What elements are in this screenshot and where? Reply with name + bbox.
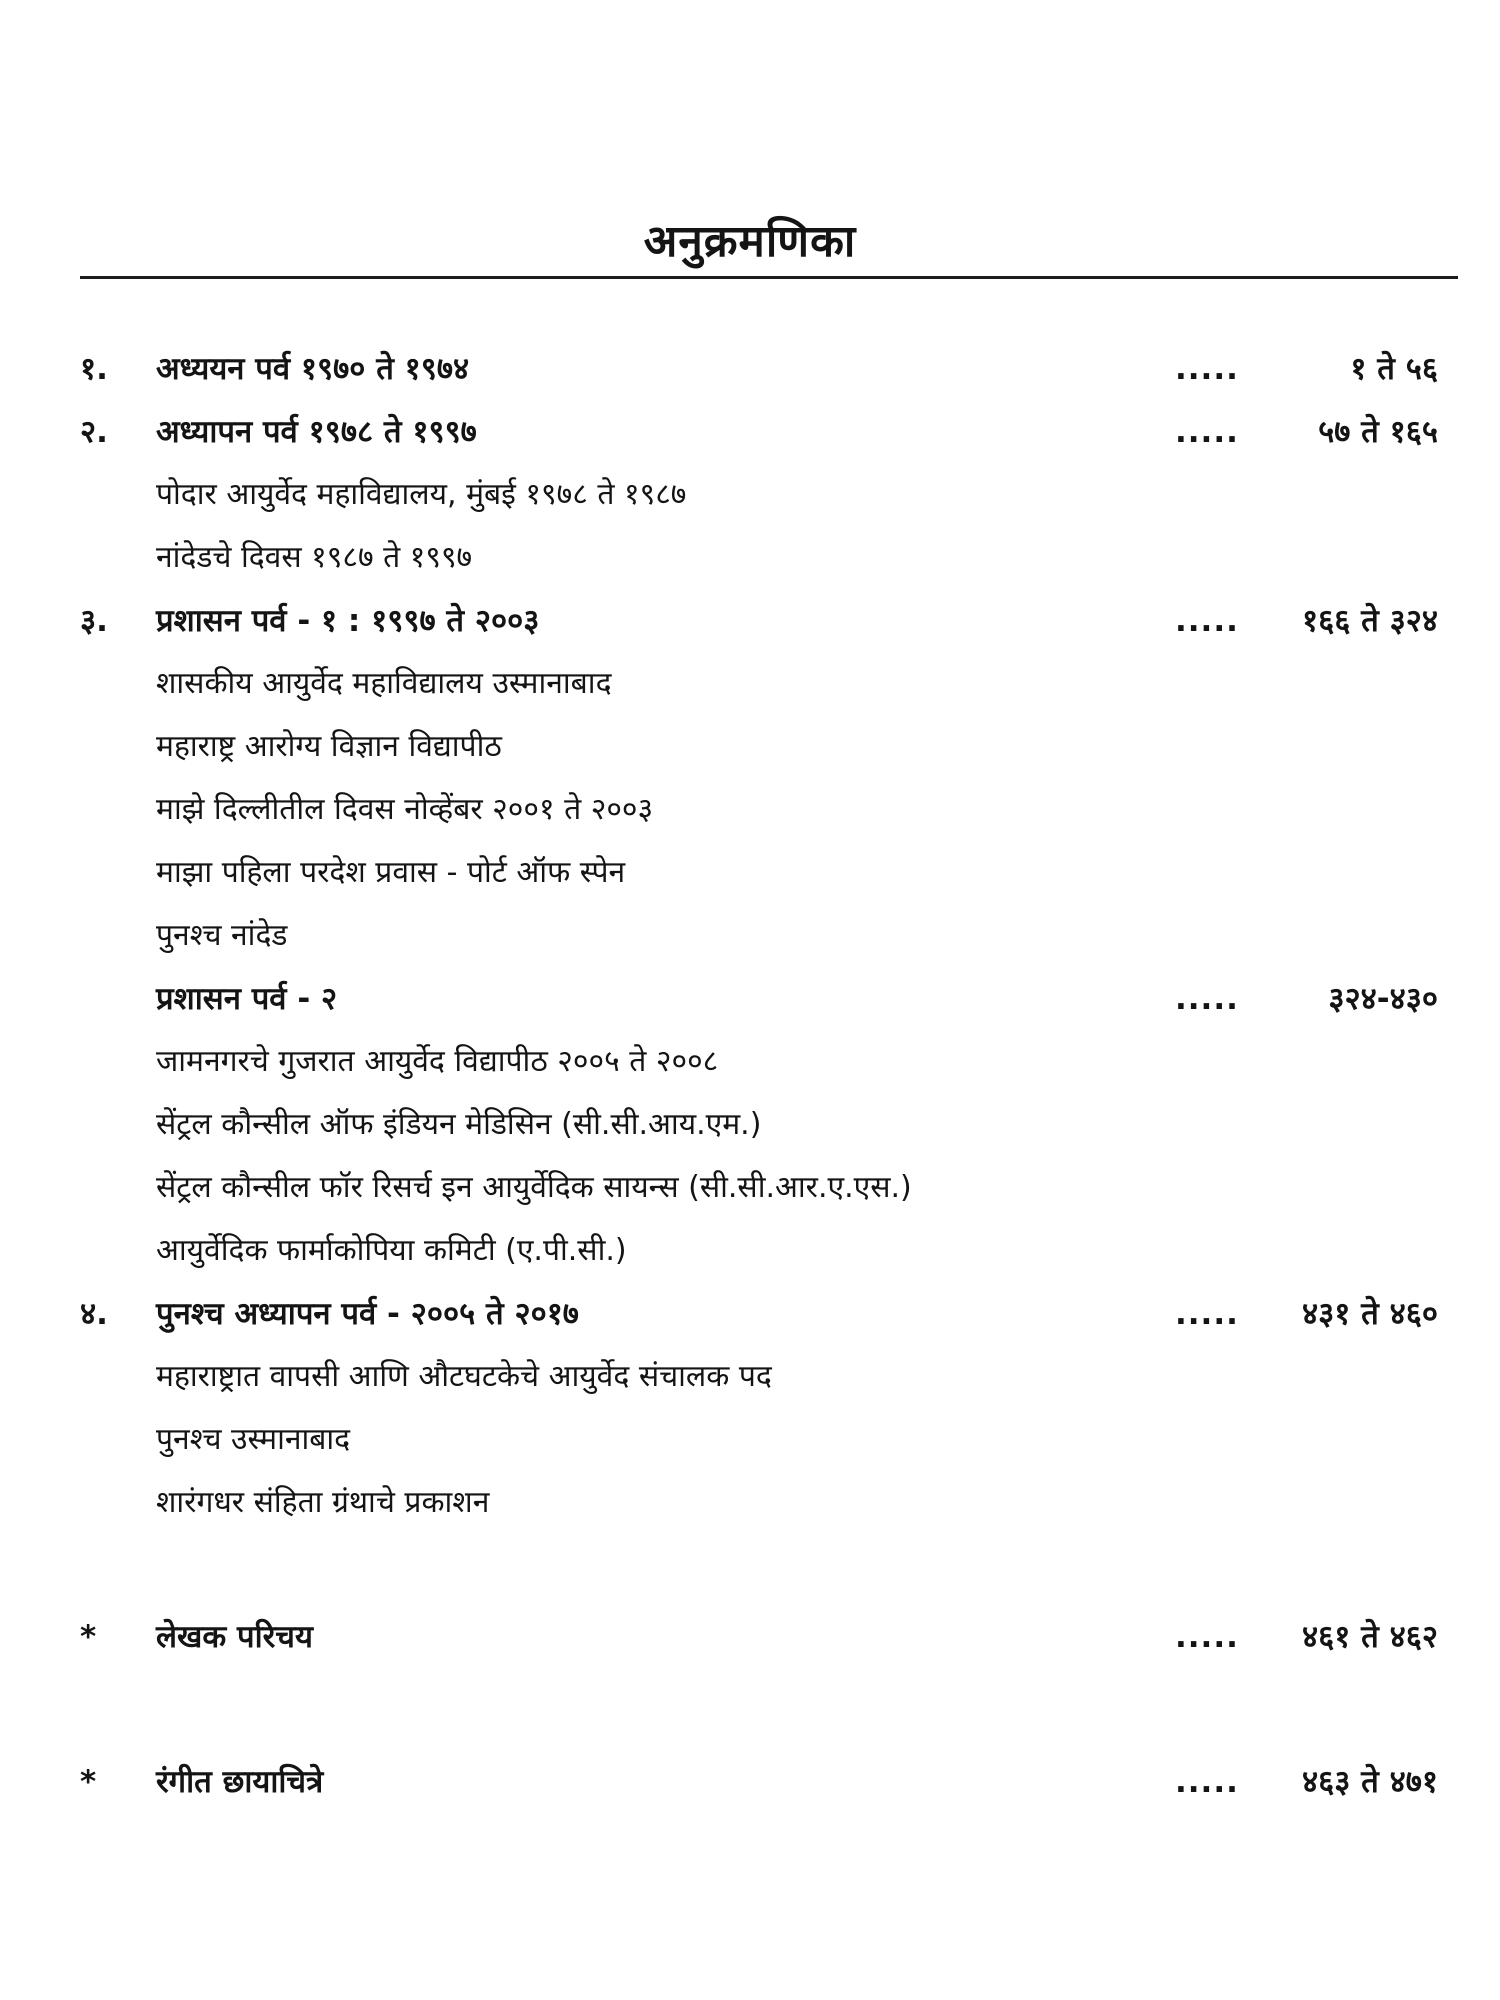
asterisk-bullet: * [80, 1764, 97, 1800]
toc-subentry [0, 1035, 1500, 1089]
page-range: ४३१ ते ४६० [1302, 1296, 1438, 1332]
entry-title: लेखक परिचय [156, 1619, 313, 1655]
subentry-title: आयुर्वेदिक फार्माकोपिया कमिटी (ए.पी.सी.) [156, 1233, 627, 1268]
page-range: ४६१ ते ४६२ [1302, 1619, 1438, 1655]
entry-number: २. [80, 414, 108, 450]
entry-number: ४. [80, 1296, 108, 1332]
subentry-title: महाराष्ट्र आरोग्य विज्ञान विद्यापीठ [156, 729, 502, 764]
toc-entry-4 [0, 1287, 1500, 1341]
subentry-title: नांदेडचे दिवस १९८७ ते १९९७ [156, 540, 473, 575]
subentry-title: पोदार आयुर्वेद महाविद्यालय, मुंबई १९७८ ते १९८७ [156, 477, 687, 512]
toc-subentry [0, 657, 1500, 711]
leader-dots: ..... [1175, 1296, 1239, 1332]
entry-number: ३. [80, 603, 108, 639]
toc-entry-2 [0, 405, 1500, 459]
entry-title: प्रशासन पर्व - १ : १९९७ ते २००३ [156, 603, 540, 639]
page-range: ५७ ते १६५ [1318, 414, 1438, 450]
subentry-title: माझे दिल्लीतील दिवस नोव्हेंबर २००१ ते २००३ [156, 792, 654, 827]
subentry-title: पुनश्च उस्मानाबाद [156, 1422, 351, 1457]
toc-entry-author [0, 1610, 1500, 1664]
entry-title: प्रशासन पर्व - २ [156, 981, 338, 1017]
subentry-title: शासकीय आयुर्वेद महाविद्यालय उस्मानाबाद [156, 666, 612, 701]
toc-subentry [0, 468, 1500, 522]
page-range: ४६३ ते ४७१ [1302, 1764, 1438, 1800]
subentry-title: सेंट्रल कौन्सील फॉर रिसर्च इन आयुर्वेदिक सायन्स (सी.सी.आर.ए.एस.) [156, 1170, 912, 1205]
page-range: १ ते ५६ [1350, 351, 1438, 387]
leader-dots: ..... [1175, 981, 1239, 1017]
subentry-title: शारंगधर संहिता ग्रंथाचे प्रकाशन [156, 1485, 490, 1520]
leader-dots: ..... [1175, 351, 1239, 387]
toc-entry-1 [0, 342, 1500, 396]
toc-subentry [0, 1350, 1500, 1404]
subentry-title: माझा पहिला परदेश प्रवास - पोर्ट ऑफ स्पेन [156, 855, 626, 890]
subentry-title: सेंट्रल कौन्सील ऑफ इंडियन मेडिसिन (सी.सी.आय.एम.) [156, 1107, 762, 1142]
toc-entry-photos [0, 1755, 1500, 1809]
leader-dots: ..... [1175, 603, 1239, 639]
toc-subentry [0, 1413, 1500, 1467]
subentry-title: पुनश्च नांदेड [156, 918, 288, 953]
toc-subentry [0, 1098, 1500, 1152]
toc-entry-3 [0, 594, 1500, 648]
entry-title: पुनश्च अध्यापन पर्व - २००५ ते २०१७ [156, 1296, 579, 1332]
entry-number: १. [80, 351, 108, 387]
toc-subentry [0, 846, 1500, 900]
toc-subentry [0, 909, 1500, 963]
page-range: १६६ ते ३२४ [1302, 603, 1438, 639]
leader-dots: ..... [1175, 1764, 1239, 1800]
asterisk-bullet: * [80, 1619, 97, 1655]
title-divider [80, 276, 1458, 279]
leader-dots: ..... [1175, 1619, 1239, 1655]
toc-subentry [0, 531, 1500, 585]
leader-dots: ..... [1175, 414, 1239, 450]
page-title: अनुक्रमणिका [643, 216, 857, 267]
subentry-title: महाराष्ट्रात वापसी आणि औटघटकेचे आयुर्वेद संचालक पद [156, 1359, 772, 1394]
toc-entry-3b [0, 972, 1500, 1026]
toc-subentry [0, 1224, 1500, 1278]
subentry-title: जामनगरचे गुजरात आयुर्वेद विद्यापीठ २००५ ते २००८ [156, 1044, 719, 1079]
toc-subentry [0, 720, 1500, 774]
page-range: ३२४-४३० [1328, 981, 1438, 1017]
toc-subentry [0, 1161, 1500, 1215]
toc-subentry [0, 783, 1500, 837]
entry-title: रंगीत छायाचित्रे [156, 1764, 324, 1800]
entry-title: अध्ययन पर्व १९७० ते १९७४ [156, 351, 470, 387]
entry-title: अध्यापन पर्व १९७८ ते १९९७ [156, 414, 477, 450]
toc-subentry [0, 1476, 1500, 1530]
